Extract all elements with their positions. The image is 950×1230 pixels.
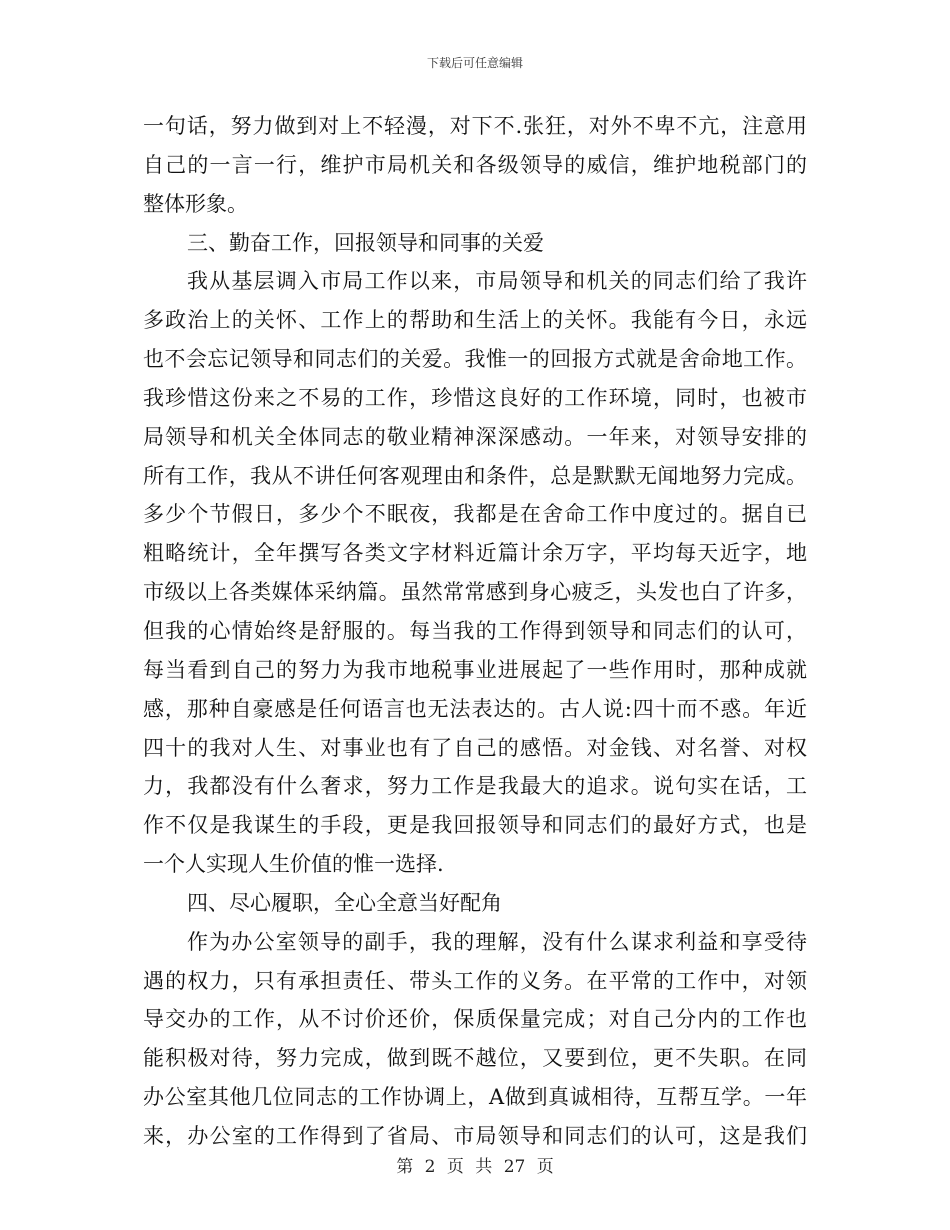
text-line: 多少个节假日，多少个不眠夜，我都是在舍命工作中度过的。据自已 xyxy=(143,502,807,527)
text-line: 一个人实现人生价值的惟一选择. xyxy=(143,852,444,877)
text-line: 感，那种自豪感是任何语言也无法表达的。古人说:四十而不惑。年近 xyxy=(143,696,807,721)
text-line: 自己的一言一行，维护市局机关和各级领导的威信，维护地税部门的 xyxy=(143,152,807,177)
text-line: 作不仅是我谋生的手段，更是我回报领导和同志们的最好方式，也是 xyxy=(143,813,807,838)
text-line: 一句话，努力做到对上不轻漫，对下不.张狂，对外不卑不亢，注意用 xyxy=(143,114,807,138)
text-line: 所有工作，我从不讲任何客观理由和条件，总是默默无闻地努力完成。 xyxy=(143,463,807,488)
text-line: 我从基层调入市局工作以来，市局领导和机关的同志们给了我许 xyxy=(187,269,807,294)
text-line: 粗略统计，全年撰写各类文字材料近篇计余万字，平均每天近字，地 xyxy=(143,541,807,566)
text-line: 办公室其他几位同志的工作协调上，A做到真诚相待，互帮互学。一年 xyxy=(143,1085,807,1110)
text-line: 四十的我对人生、对事业也有了自己的感悟。对金钱、对名誉、对权 xyxy=(143,735,807,760)
text-line: 每当看到自己的努力为我市地税事业进展起了一些作用时，那种成就 xyxy=(143,657,807,682)
text-line: 多政治上的关怀、工作上的帮助和生活上的关怀。我能有今日，永远 xyxy=(143,308,807,333)
page-header: 下载后可任意编辑 xyxy=(426,56,523,70)
text-line: 能积极对待，努力完成，做到既不越位，又要到位，更不失职。在同 xyxy=(143,1046,807,1071)
text-line: 遇的权力，只有承担责任、带头工作的义务。在平常的工作中，对领 xyxy=(143,968,807,993)
page-number: 第 2 页 共 27 页 xyxy=(396,1157,554,1177)
text-line: 局领导和机关全体同志的敬业精神深深感动。一年来，对领导安排的 xyxy=(143,424,807,449)
text-line: 也不会忘记领导和同志们的关爱。我惟一的回报方式就是舍命地工作。 xyxy=(143,347,807,372)
text-line: 市级以上各类媒体采纳篇。虽然常常感到身心疲乏，头发也白了许多， xyxy=(143,580,807,605)
text-line: 力，我都没有什么奢求，努力工作是我最大的追求。说句实在话，工 xyxy=(143,774,807,799)
text-line: 来，办公室的工作得到了省局、市局领导和同志们的认可，这是我们 xyxy=(143,1123,807,1148)
text-line: 但我的心情始终是舒服的。每当我的工作得到领导和同志们的认可， xyxy=(143,618,807,643)
document-body xyxy=(143,107,807,1156)
text-line: 导交办的工作，从不讨价还价，保质保量完成；对自己分内的工作也 xyxy=(143,1007,807,1032)
section-heading: 四、尽心履职，全心全意当好配角 xyxy=(187,890,502,915)
text-line: 作为办公室领导的副手，我的理解，没有什么谋求利益和享受待 xyxy=(187,929,807,954)
section-heading: 三、勤奋工作，回报领导和同事的关爱 xyxy=(187,230,544,255)
text-line: 整体形象。 xyxy=(143,191,248,216)
text-line: 我珍惜这份来之不易的工作，珍惜这良好的工作环境，同时，也被市 xyxy=(143,385,807,410)
